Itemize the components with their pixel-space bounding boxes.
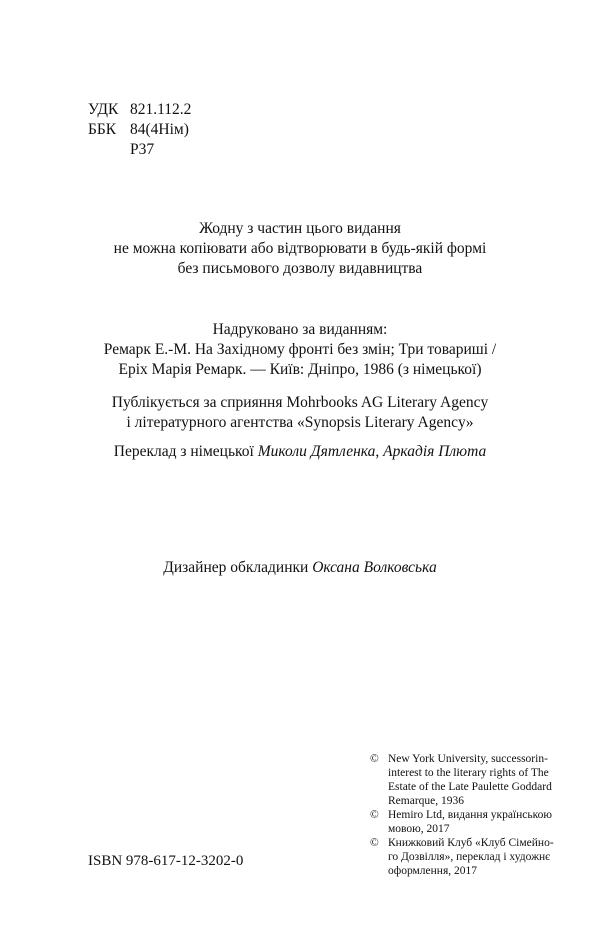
copyright-line: оформлення, 2017 (388, 865, 477, 877)
copyright-notices (370, 752, 585, 878)
copyright-line: Hemiro Ltd, видання українською (388, 809, 552, 821)
translation-credit (0, 442, 600, 462)
printed-from-line: Надруковано за виданням: (212, 321, 388, 338)
isbn: ISBN 978-617-12-3202-0 (88, 853, 244, 869)
printed-from-line: Еріх Марія Ремарк. — Київ: Дніпро, 1986 (з німецької) (118, 361, 482, 378)
copyright-item (370, 836, 585, 878)
bbk-value: 84(4Нім) (130, 121, 189, 138)
copyright-symbol: © (370, 809, 379, 821)
rights-notice-line: не можна копіювати або відтворювати в будь-якій формі (113, 240, 487, 257)
copyright-line: мовою, 2017 (388, 823, 450, 835)
designer-line (0, 558, 600, 578)
rights-notice-line: Жодну з частин цього видання (199, 220, 401, 237)
designer-name: Оксана Волковська (312, 559, 437, 576)
printed-from-edition (0, 320, 600, 380)
translation-line (0, 442, 600, 462)
translation-prefix: Переклад з німецької (113, 443, 258, 460)
rights-notice-line: без письмового дозволу видавництва (177, 260, 423, 277)
author-sign-row (88, 140, 191, 160)
copyright-line: го Дозвілля», переклад і художнє (388, 851, 551, 863)
translation-separator: , (375, 443, 384, 460)
copyright-item (370, 808, 585, 836)
bbk-label: ББК (88, 121, 117, 138)
designer-credit (0, 558, 600, 578)
printed-from-line: Ремарк Е.-М. На Західному фронті без змін; Три товариші / (103, 341, 497, 358)
published-with-agency (0, 393, 600, 433)
classification-codes (88, 100, 191, 160)
rights-notice (0, 219, 600, 279)
copyright-line: interest to the literary rights of The (388, 767, 549, 779)
translator-name-1: Миколи Дятленка (257, 443, 376, 460)
udk-value: 821.112.2 (130, 101, 192, 118)
copyright-symbol: © (370, 837, 379, 849)
designer-prefix: Дизайнер обкладинки (163, 559, 313, 576)
copyright-line: New York University, successorin- (388, 753, 548, 765)
translator-name-2: Аркадія Плюта (383, 443, 487, 460)
author-sign-label (88, 140, 130, 160)
published-with-line: Публікується за сприяння Mohrbooks AG Literary Agency (111, 394, 489, 411)
copyright-symbol: © (370, 753, 379, 765)
copyright-line: Книжковий Клуб «Клуб Сімейно- (388, 837, 554, 849)
bbk-row (88, 120, 191, 140)
copyright-line: Remarque, 1936 (388, 795, 465, 807)
copyright-line: Estate of the Late Paulette Goddard (388, 781, 552, 793)
udk-row (88, 100, 191, 120)
copyright-item (370, 752, 585, 808)
author-sign-value: Р37 (130, 141, 155, 158)
published-with-line: і літературного агентства «Synopsis Literary Agency» (126, 414, 474, 431)
udk-label: УДК (88, 101, 119, 118)
